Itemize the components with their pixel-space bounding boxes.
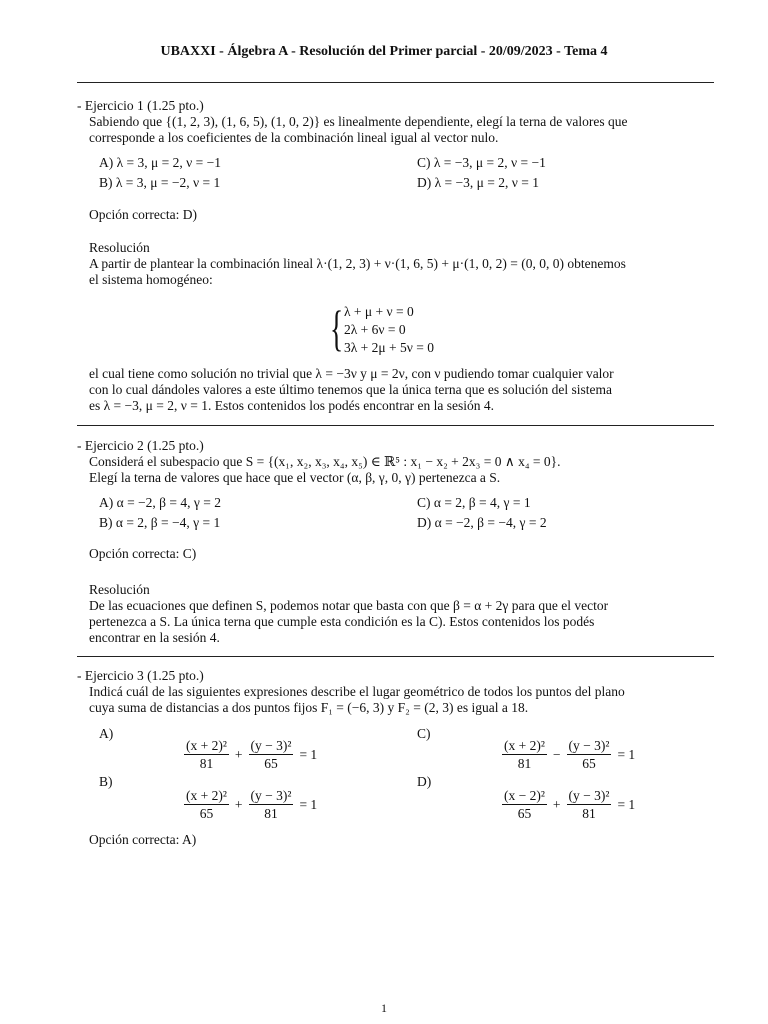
fraction-denominator: 65 bbox=[264, 756, 278, 771]
fraction-numerator: (x − 2)² bbox=[504, 788, 545, 803]
exercise-2 bbox=[77, 438, 717, 486]
exercise-2-option-d: D) α = −2, β = −4, γ = 2 bbox=[417, 515, 547, 530]
exercise-2-option-a: A) α = −2, β = 4, γ = 2 bbox=[99, 495, 221, 510]
fraction-numerator: (y − 3)² bbox=[250, 788, 292, 803]
equation-rhs: = 1 bbox=[617, 796, 636, 812]
resolution-text: el sistema homogéneo: bbox=[89, 272, 213, 287]
operator: − bbox=[552, 746, 561, 762]
fraction-numerator: (x + 2)² bbox=[504, 738, 545, 753]
exercise-2-title: - Ejercicio 2 (1.25 pto.) bbox=[77, 438, 204, 453]
resolution-title: Resolución bbox=[89, 240, 150, 255]
exercise-1-correct-answer: Opción correcta: D) bbox=[89, 207, 197, 222]
exercise-2-option-c: C) α = 2, β = 4, γ = 1 bbox=[417, 495, 531, 510]
fraction-numerator: (x + 2)² bbox=[186, 738, 227, 753]
exercise-1-option-b: B) λ = 3, μ = −2, ν = 1 bbox=[99, 175, 221, 190]
exercise-3-statement-cont: cuya suma de distancias a dos puntos fijos F₁ = (−6, 3) y F₂ = (2, 3) es igual a 18. bbox=[89, 700, 529, 715]
fraction-denominator: 65 bbox=[582, 756, 596, 771]
fraction-denominator: 81 bbox=[264, 806, 278, 821]
equation-rhs: = 1 bbox=[299, 796, 318, 812]
operator: + bbox=[552, 796, 561, 812]
resolution-text: con lo cual dándoles valores a este último tenemos que la única terna que es solución del sistema bbox=[89, 382, 612, 397]
exercise-3-option-d-equation bbox=[500, 788, 639, 821]
exercise-3-option-b-equation bbox=[182, 788, 321, 821]
fraction-denominator: 81 bbox=[517, 756, 532, 771]
exercise-3-option-c-equation bbox=[500, 738, 639, 771]
fraction-denominator: 81 bbox=[199, 756, 214, 771]
exercise-1-title: - Ejercicio 1 (1.25 pto.) bbox=[77, 98, 204, 113]
exercise-1-option-a: A) λ = 3, μ = 2, ν = −1 bbox=[99, 155, 221, 170]
exercise-1-option-d: D) λ = −3, μ = 2, ν = 1 bbox=[417, 175, 539, 190]
system-brace: { bbox=[330, 300, 344, 356]
fraction-numerator: (y − 3)² bbox=[568, 738, 610, 753]
exercise-2-option-b: B) α = 2, β = −4, γ = 1 bbox=[99, 515, 221, 530]
exercise-1-resolution bbox=[89, 240, 719, 288]
system-equation: 2λ + 6ν = 0 bbox=[344, 322, 406, 337]
resolution-title: Resolución bbox=[89, 582, 150, 597]
fraction-denominator: 81 bbox=[582, 806, 596, 821]
equation-rhs: = 1 bbox=[617, 746, 636, 762]
fraction-denominator: 65 bbox=[517, 806, 532, 821]
fraction-numerator: (y − 3)² bbox=[568, 788, 610, 803]
operator: + bbox=[234, 796, 243, 812]
exercise-1-statement-cont: corresponde a los coeficientes de la combinación lineal igual al vector nulo. bbox=[89, 130, 499, 145]
page-number: 1 bbox=[381, 1001, 387, 1015]
exercise-2-correct-answer: Opción correcta: C) bbox=[89, 546, 197, 561]
system-equation: 3λ + 2μ + 5ν = 0 bbox=[344, 340, 434, 355]
divider bbox=[77, 425, 714, 426]
fraction-denominator: 65 bbox=[199, 806, 214, 821]
exercise-1 bbox=[77, 98, 717, 146]
exercise-2-resolution bbox=[89, 582, 719, 646]
exercise-2-statement-cont: Elegí la terna de valores que hace que el vector (α, β, γ, 0, γ) pertenezca a S. bbox=[89, 470, 501, 485]
exercise-3-option-a-equation bbox=[182, 738, 321, 771]
resolution-text: es λ = −3, μ = 2, ν = 1. Estos contenidos los podés encontrar en la sesión 4. bbox=[89, 398, 495, 413]
resolution-text: pertenezca a S. La única terna que cumple esta condición es la C). Estos contenidos los podés bbox=[89, 614, 595, 629]
page-title: UBAXXI - Álgebra A - Resolución del Primer parcial - 20/09/2023 - Tema 4 bbox=[160, 44, 608, 59]
resolution-text: De las ecuaciones que definen S, podemos notar que basta con que β = α + 2γ para que el vector bbox=[89, 598, 609, 613]
equation-rhs: = 1 bbox=[299, 746, 318, 762]
exercise-1-resolution-cont bbox=[89, 366, 719, 414]
divider bbox=[77, 656, 714, 657]
fraction-numerator: (x + 2)² bbox=[186, 788, 227, 803]
resolution-text: encontrar en la sesión 4. bbox=[89, 630, 220, 645]
exercise-3-option-b-label: B) bbox=[99, 774, 113, 789]
operator: + bbox=[234, 746, 243, 762]
exercise-3-title: - Ejercicio 3 (1.25 pto.) bbox=[77, 668, 204, 683]
system-equation: λ + μ + ν = 0 bbox=[344, 304, 414, 319]
resolution-text: el cual tiene como solución no trivial que λ = −3ν y μ = 2ν, con ν pudiendo tomar cualquier valor bbox=[89, 366, 614, 381]
exercise-3-statement: Indicá cuál de las siguientes expresiones describe el lugar geométrico de todos los puntos del plano bbox=[89, 684, 625, 699]
exercise-3 bbox=[77, 668, 717, 716]
divider bbox=[77, 82, 714, 83]
exercise-1-statement: Sabiendo que {(1, 2, 3), (1, 6, 5), (1, 0, 2)} es linealmente dependiente, elegí la terna de valores que bbox=[89, 114, 628, 129]
exercise-3-option-c-label: C) bbox=[417, 726, 431, 741]
exercise-2-statement: Considerá el subespacio que S = {(x₁, x₂, x₃, x₄, x₅) ∈ ℝ⁵ : x₁ − x₂ + 2x₃ = 0 ∧ x₄ = 0}. bbox=[89, 454, 561, 469]
exercise-3-option-a-label: A) bbox=[99, 726, 114, 741]
exercise-3-correct-answer: Opción correcta: A) bbox=[89, 832, 197, 847]
resolution-text: A partir de plantear la combinación lineal λ·(1, 2, 3) + ν·(1, 6, 5) + μ·(1, 0, 2) = (0, 0, 0) obtenemos bbox=[89, 256, 626, 271]
exercise-1-option-c: C) λ = −3, μ = 2, ν = −1 bbox=[417, 155, 546, 170]
exercise-3-option-d-label: D) bbox=[417, 774, 432, 789]
fraction-numerator: (y − 3)² bbox=[250, 738, 292, 753]
